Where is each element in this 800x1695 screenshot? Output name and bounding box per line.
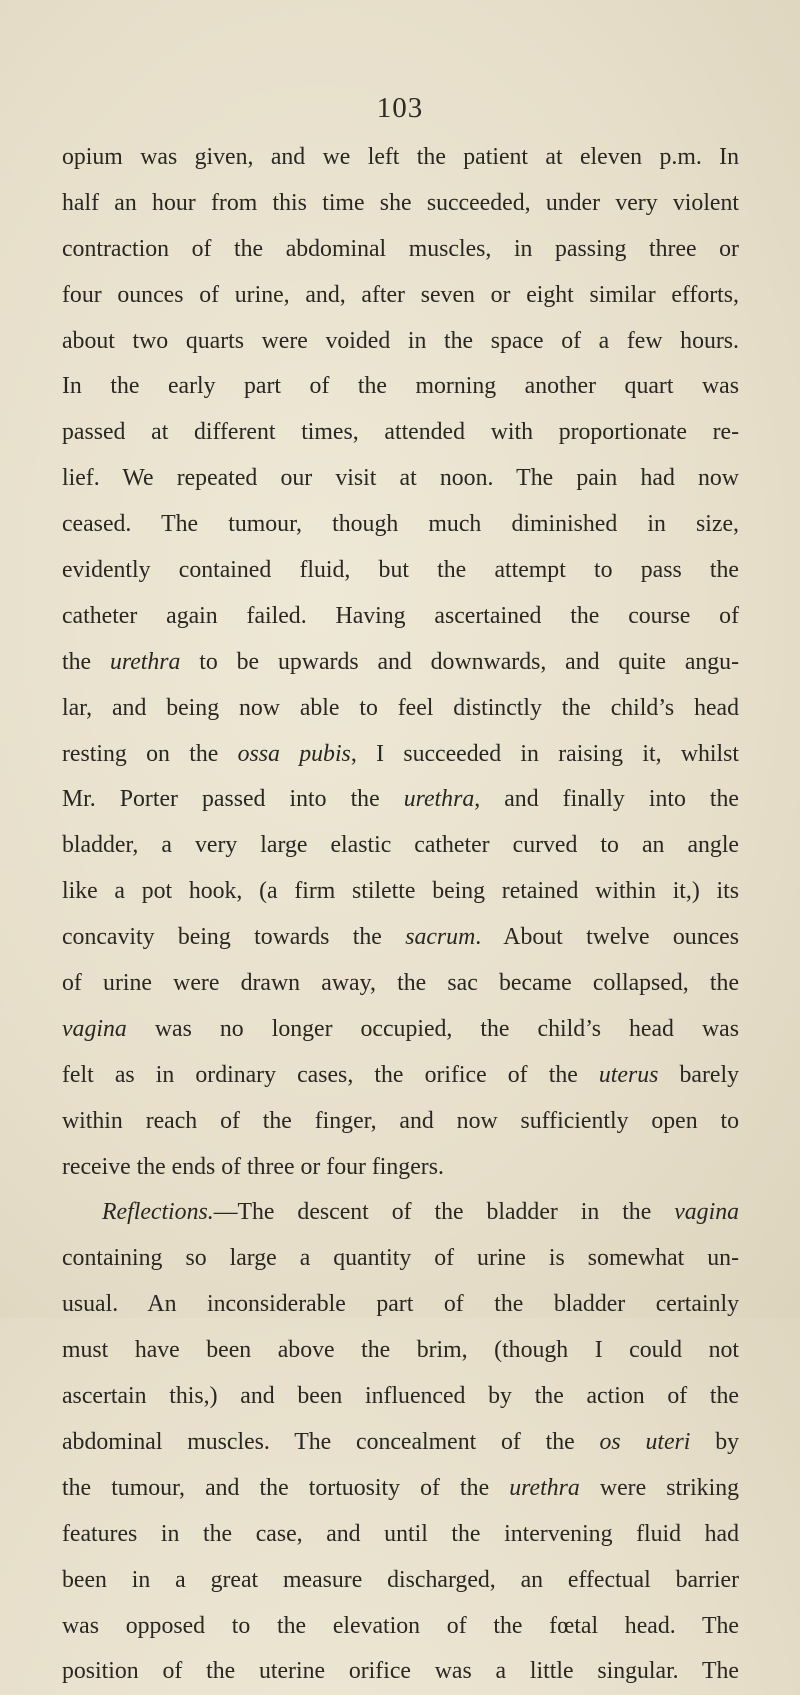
text-line	[62, 1512, 739, 1558]
text-segment: contraction of the abdominal muscles, in passing three or	[62, 235, 739, 262]
text-segment: —The descent of the bladder in the	[213, 1199, 675, 1226]
text-segment: felt as in ordinary cases, the orifice of the	[62, 1061, 599, 1088]
text-segment: In the early part of the morning another quart was	[62, 373, 739, 400]
text-segment: of urine were drawn away, the sac became collapsed, the	[62, 970, 739, 997]
text-line	[62, 777, 739, 823]
text-line	[62, 181, 739, 227]
text-segment: to be upwards and downwards, and quite angu-	[180, 648, 739, 675]
italic-text: Reflections.	[102, 1199, 214, 1226]
text-line	[62, 869, 739, 915]
text-line	[62, 456, 739, 502]
text-line	[62, 1558, 739, 1604]
text-segment: ascertain this,) and been influenced by the action of the	[62, 1383, 739, 1410]
text-segment: catheter again failed. Having ascertained the course of	[62, 602, 739, 629]
text-segment: the tumour, and the tortuosity of the	[62, 1474, 510, 1501]
text-line	[62, 1099, 739, 1145]
text-segment: usual. An inconsiderable part of the bladder certainly	[62, 1291, 739, 1318]
text-line	[62, 1190, 739, 1236]
text-segment: four ounces of urine, and, after seven or eight similar efforts,	[62, 281, 739, 308]
text-line	[62, 1604, 739, 1650]
text-segment: concavity being towards the	[62, 924, 406, 951]
body-text	[62, 135, 739, 1695]
text-segment: were striking	[579, 1474, 739, 1501]
text-line	[62, 1374, 739, 1420]
text-segment: . About twelve ounces	[475, 924, 739, 951]
text-segment: by	[690, 1428, 739, 1455]
text-line	[62, 594, 739, 640]
text-segment: bladder, a very large elastic catheter curved to an angle	[62, 832, 739, 859]
italic-text: urethra	[509, 1474, 580, 1501]
italic-text: sacrum	[405, 924, 476, 951]
text-segment: , I succeeded in raising it, whilst	[350, 740, 739, 767]
text-segment: receive the ends of three or four fingers.	[62, 1153, 444, 1180]
text-segment: barely	[658, 1061, 739, 1088]
text-segment: half an hour from this time she succeeded, under very violent	[62, 189, 739, 216]
text-line	[62, 1328, 739, 1374]
italic-text: urethra	[403, 786, 475, 813]
text-segment: Mr. Porter passed into the	[62, 786, 404, 813]
text-line	[62, 410, 739, 456]
text-line	[62, 273, 739, 319]
text-line	[62, 961, 739, 1007]
text-line	[62, 364, 739, 410]
text-line	[62, 227, 739, 273]
text-segment: containing so large a quantity of urine is somewhat un-	[62, 1245, 739, 1272]
text-line	[62, 135, 739, 181]
text-line	[62, 1466, 739, 1512]
text-segment: was no longer occupied, the child’s head was	[126, 1015, 739, 1042]
text-segment: must have been above the brim, (though I could not	[62, 1337, 739, 1364]
text-line	[62, 1145, 739, 1191]
text-line	[62, 502, 739, 548]
text-segment: about two quarts were voided in the space of a few hours.	[62, 327, 739, 354]
text-segment: abdominal muscles. The concealment of the	[62, 1428, 600, 1455]
text-segment: opium was given, and we left the patient at eleven p.m. In	[62, 144, 739, 170]
text-segment: like a pot hook, (a firm stilette being retained within it,) its	[62, 878, 739, 905]
text-segment: been in a great measure discharged, an effectual barrier	[62, 1566, 739, 1593]
text-line	[62, 1053, 739, 1099]
text-line	[62, 640, 739, 686]
text-line	[62, 1236, 739, 1282]
text-segment: lar, and being now able to feel distinctly the child’s head	[62, 694, 739, 721]
text-line	[62, 732, 739, 778]
italic-text: vagina	[674, 1199, 739, 1226]
text-segment: evidently contained fluid, but the attempt to pass the	[62, 557, 739, 584]
italic-text: os uteri	[599, 1428, 691, 1455]
text-line	[62, 686, 739, 732]
text-line	[62, 1649, 739, 1695]
text-segment: features in the case, and until the intervening fluid had	[62, 1520, 739, 1547]
text-line	[62, 548, 739, 594]
text-line	[62, 823, 739, 869]
text-segment: , and finally into the	[474, 786, 739, 813]
text-segment: lief. We repeated our visit at noon. The pain had now	[62, 465, 739, 492]
italic-text: uterus	[598, 1061, 659, 1088]
text-segment: position of the uterine orifice was a little singular. The	[62, 1658, 739, 1685]
text-segment: ceased. The tumour, though much diminished in size,	[62, 511, 739, 538]
text-segment: within reach of the finger, and now sufficiently open to	[62, 1107, 739, 1134]
text-segment: was opposed to the elevation of the fœtal head. The	[62, 1612, 739, 1639]
text-line	[62, 319, 739, 365]
text-segment: the	[62, 648, 110, 675]
text-segment: passed at different times, attended with proportionate re-	[62, 419, 739, 446]
text-line	[62, 1007, 739, 1053]
text-line	[62, 1420, 739, 1466]
text-segment: resting on the	[62, 740, 238, 767]
italic-text: ossa pubis	[237, 740, 351, 767]
italic-text: urethra	[109, 648, 181, 675]
text-line	[62, 915, 739, 961]
page-number: 103	[376, 92, 424, 124]
italic-text: vagina	[62, 1015, 127, 1042]
text-line	[62, 1282, 739, 1328]
